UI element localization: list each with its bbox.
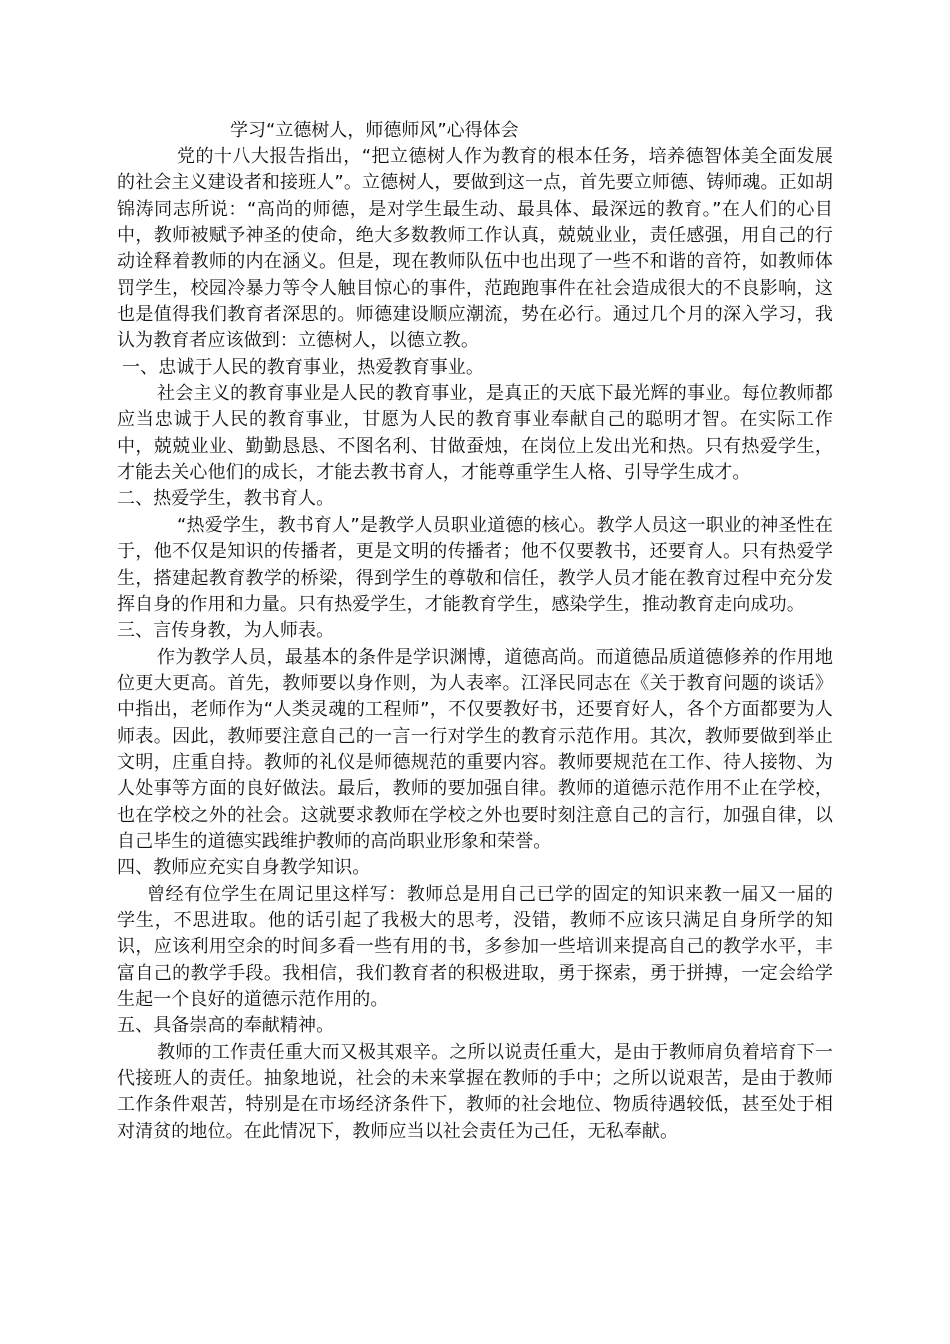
section-paragraph-1: 社会主义的教育事业是人民的教育事业，是真正的天底下最光辉的事业。每位教师都应当忠诚于人民的教育事业，甘愿为人民的教育事业奉献自己的聪明才智。在实际工作中，兢兢业业、勤勤恳恳、不图名利、甘做蚕烛，在岗位上发出光和热。只有热爱学生，才能去关心他们的成长，才能去教书育人，才能尊重学生人格、引导学生成才。 xyxy=(117,383,833,484)
section-paragraph-4: 曾经有位学生在周记里这样写：教师总是用自己已学的固定的知识来教一届又一届的学生，不思进取。他的话引起了我极大的思考，没错，教师不应该只满足自身所学的知识，应该利用空余的时间多看一些有用的书，多参加一些培训来提高自己的教学水平，丰富自己的教学手段。我相信，我们教育者的积极进取，勇于探索，勇于拼搏，一定会给学生起一个良好的道德示范作用的。 xyxy=(117,883,833,1010)
intro-paragraph: 党的十八大报告指出，“把立德树人作为教育的根本任务，培养德智体美全面发展的社会主义建设者和接班人”。立德树人，要做到这一点，首先要立师德、铸师魂。正如胡锦涛同志所说：“高尚的师德，是对学生最生动、最具体、最深远的教育。”在人们的心目中，教师被赋予神圣的使命，绝大多数教师工作认真，兢兢业业，责任感强，用自己的行动诠释着教师的内在涵义。但是，现在教师队伍中也出现了一些不和谐的音符，如教师体罚学生，校园冷暴力等令人触目惊心的事件，范跑跑事件在社会造成很大的不良影响，这也是值得我们教育者深思的。师德建设顺应潮流，势在必行。通过几个月的深入学习，我认为教育者应该做到：立德树人，以德立教。 xyxy=(117,146,833,352)
section-heading-4: 四、教师应充实自身教学知识。 xyxy=(117,857,371,879)
section-heading-3: 三、言传身教，为人师表。 xyxy=(117,620,335,642)
section-paragraph-2: “热爱学生，教书育人”是教学人员职业道德的核心。教学人员这一职业的神圣性在于，他不仅是知识的传播者，更是文明的传播者；他不仅要教书，还要育人。只有热爱学生，搭建起教育教学的桥梁，得到学生的尊敬和信任，教学人员才能在教育过程中充分发挥自身的作用和力量。只有热爱学生，才能教育学生，感染学生，推动教育走向成功。 xyxy=(117,514,833,615)
section-paragraph-3: 作为教学人员，最基本的条件是学识渊博，道德高尚。而道德品质道德修养的作用地位更大更高。首先，教师要以身作则，为人表率。江泽民同志在《关于教育问题的谈话》中指出，老师作为“人类灵魂的工程师”，不仅要教好书，还要育好人，各个方面都要为人师表。因此，教师要注意自己的一言一行对学生的教育示范作用。其次，教师要做到举止文明，庄重自持。教师的礼仪是师德规范的重要内容。教师要规范在工作、待人接物、为人处事等方面的良好做法。最后，教师的要加强自律。教师的道德示范作用不止在学校，也在学校之外的社会。这就要求教师在学校之外也要时刻注意自己的言行，加强自律，以自己毕生的道德实践维护教师的高尚职业形象和荣誉。 xyxy=(117,646,833,852)
section-paragraph-5: 教师的工作责任重大而又极其艰辛。之所以说责任重大，是由于教师肩负着培育下一代接班人的责任。抽象地说，社会的未来掌握在教师的手中；之所以说艰苦，是由于教师工作条件艰苦，特别是在市场经济条件下，教师的社会地位、物质待遇较低，甚至处于相对清贫的地位。在此情况下，教师应当以社会责任为己任，无私奉献。 xyxy=(117,1041,833,1142)
document-body xyxy=(117,144,833,1145)
document-title: 学习“立德树人，师德师风”心得体会 xyxy=(230,120,519,141)
section-heading-5: 五、具备崇高的奉献精神。 xyxy=(117,1015,335,1037)
section-heading-1: 一、忠诚于人民的教育事业，热爱教育事业。 xyxy=(122,356,484,378)
section-heading-2: 二、热爱学生，教书育人。 xyxy=(117,488,335,510)
